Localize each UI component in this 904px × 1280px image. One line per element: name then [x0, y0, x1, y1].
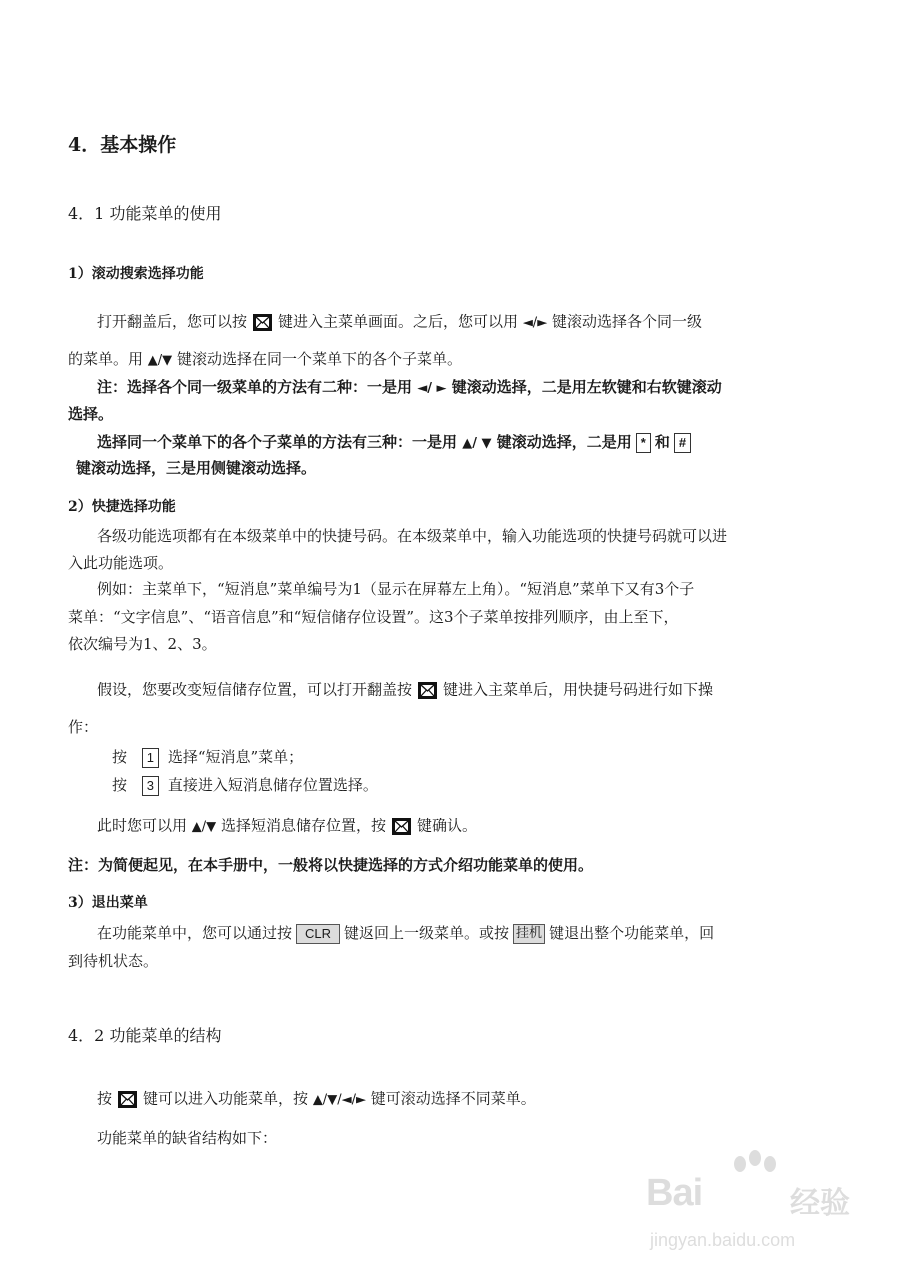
left-right-arrows: ◄/ ► [417, 381, 447, 396]
item2-p5: 依次编号为1、2、3。 [68, 635, 217, 653]
subsection-title-4-1: 4．1 功能菜单的使用 [68, 204, 222, 223]
p8-b: 选择短消息储存位置，按 [220, 816, 386, 835]
item1-note-line2: 选择。 [68, 405, 114, 423]
item1-submenu-line2: 键滚动选择，三是用侧键滚动选择。 [76, 459, 317, 477]
item2-p8 [97, 818, 477, 835]
item2-p4: 菜单：“文字信息”、“语音信息”和“短信储存位设置”。这3个子菜单按排列顺序，由上至下， [68, 608, 679, 626]
item3-p1-a: 在功能菜单中，您可以通过按 [97, 924, 293, 942]
item1-line1-a: 打开翻盖后，您可以按 [97, 312, 248, 331]
p6-b: 键进入主菜单后，用快捷号码进行如下操 [443, 680, 714, 699]
subsection-title-4-2: 4．2 功能菜单的结构 [68, 1026, 222, 1045]
step-2 [112, 776, 378, 796]
note1-a: 注：选择各个同一级菜单的方法有二种：一是用 [97, 378, 413, 396]
hash-key: # [674, 433, 691, 453]
up-down-arrows: ▲/ ▼ [462, 436, 492, 451]
envelope-icon [418, 682, 437, 699]
sub2-p1-a: 按 [97, 1089, 113, 1108]
envelope-icon [118, 1091, 137, 1108]
item2-note: 注：为简便起见，在本手册中，一般将以快捷选择的方式介绍功能菜单的使用。 [68, 856, 594, 874]
item1-submenu-line1 [97, 433, 695, 453]
sub2-p2: 功能菜单的缺省结构如下： [97, 1129, 278, 1147]
up-down-arrows: ▲/▼ [191, 819, 217, 835]
envelope-icon [392, 818, 411, 835]
sub2-p1 [97, 1091, 536, 1108]
item3-p1 [97, 924, 714, 944]
note1-b: 键滚动选择，二是用左软键和右软键滚动 [451, 378, 722, 396]
item1-line2-b: 键滚动选择在同一个菜单下的各个子菜单。 [176, 350, 462, 368]
item2-p6 [97, 682, 713, 699]
step2-press: 按 [112, 776, 128, 794]
watermark-brand-cn: 经验 [790, 1186, 850, 1221]
p6-a: 假设，您要改变短信储存位置，可以打开翻盖按 [97, 680, 413, 699]
section-title: 4．基本操作 [68, 134, 177, 156]
watermark-brand: Bai [646, 1172, 703, 1214]
sub-a: 选择同一个菜单下的各个子菜单的方法有三种：一是用 [97, 433, 458, 451]
baidu-watermark [640, 1150, 880, 1260]
clr-key: CLR [296, 924, 340, 944]
watermark-url: jingyan.baidu.com [650, 1230, 796, 1250]
item3-p2: 到待机状态。 [68, 952, 159, 970]
up-down-arrows: ▲/▼ [147, 353, 173, 368]
item3-p1-b: 键返回上一级菜单。或按 [344, 924, 510, 942]
four-way-arrows: ▲/▼/◄/► [312, 1092, 366, 1108]
step-1 [112, 748, 303, 768]
step1-text: 选择“短消息”菜单； [167, 748, 304, 766]
envelope-icon [253, 314, 272, 331]
star-key: * [636, 433, 651, 453]
p8-a: 此时您可以用 [97, 816, 188, 835]
step1-press: 按 [112, 748, 128, 766]
p8-c: 键确认。 [416, 816, 477, 835]
item1-line2-a: 的菜单。用 [68, 350, 144, 368]
item1-line1 [97, 314, 702, 331]
step2-text: 直接进入短消息储存位置选择。 [167, 776, 378, 794]
sub2-p1-b: 键可以进入功能菜单，按 [143, 1089, 309, 1108]
item2-heading: 2）快捷选择功能 [68, 499, 176, 515]
item1-note-line1 [97, 380, 722, 395]
item1-line1-c: 键滚动选择各个同一级 [551, 312, 702, 331]
paw-icon [720, 1150, 790, 1190]
hangup-key: 挂机 [513, 924, 545, 944]
and-text: 和 [654, 433, 670, 451]
item1-line2 [68, 352, 462, 367]
item1-heading: 1）滚动搜索选择功能 [68, 266, 204, 282]
item1-line1-b: 键进入主菜单画面。之后，您可以用 [278, 312, 519, 331]
key-1: 1 [142, 748, 159, 768]
item3-p1-c: 键退出整个功能菜单，回 [549, 924, 715, 942]
left-right-arrows: ◄/► [522, 315, 548, 331]
item2-p1: 各级功能选项都有在本级菜单中的快捷号码。在本级菜单中，输入功能选项的快捷号码就可以进 [97, 527, 728, 545]
item2-p7: 作： [68, 718, 99, 736]
sub2-p1-c: 键可滚动选择不同菜单。 [370, 1089, 536, 1108]
item2-p2: 入此功能选项。 [68, 554, 174, 572]
item3-heading: 3）退出菜单 [68, 895, 148, 911]
item2-p3: 例如：主菜单下，“短消息”菜单编号为1（显示在屏幕左上角）。“短消息”菜单下又有3个子 [97, 580, 695, 598]
sub-b: 键滚动选择，二是用 [496, 433, 632, 451]
key-3: 3 [142, 776, 159, 796]
